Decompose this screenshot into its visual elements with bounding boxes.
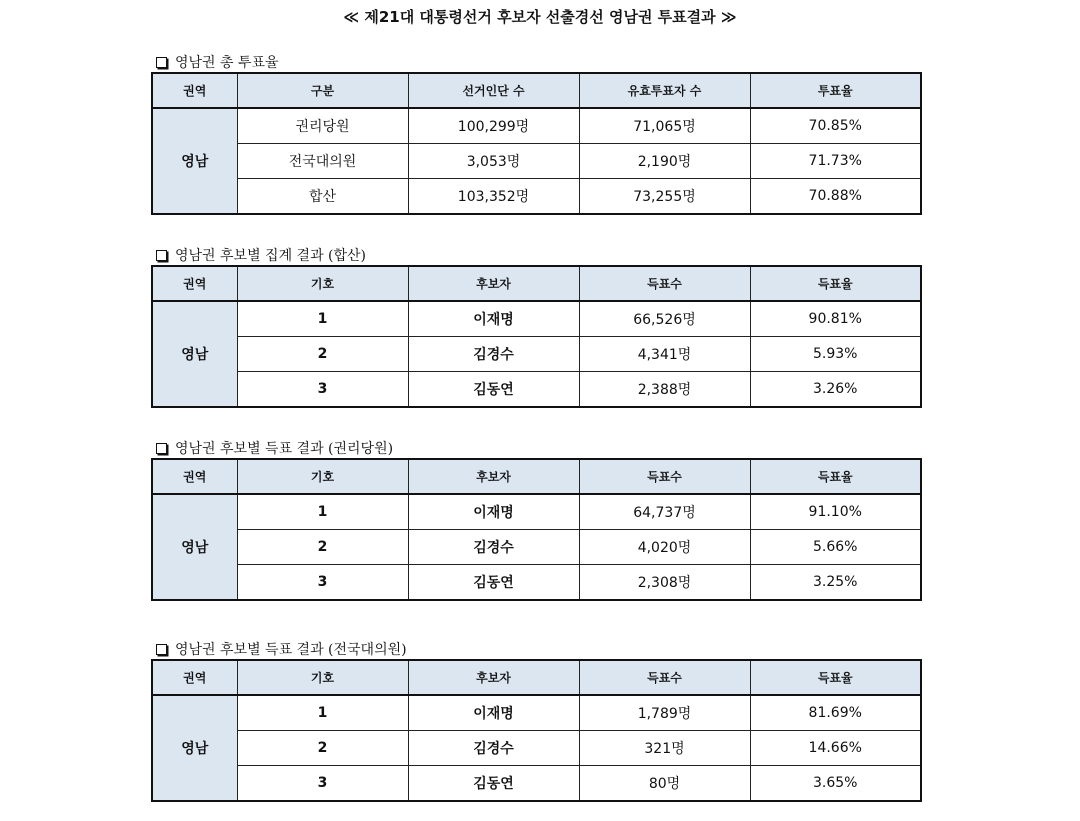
table-row (152, 372, 921, 408)
votes-cell: 2,308명 (579, 565, 750, 601)
table-header-row (152, 459, 921, 494)
header-candidate: 후보자 (408, 660, 579, 695)
category-cell: 권리당원 (237, 108, 408, 144)
share-cell: 90.81% (750, 301, 921, 337)
header-region: 권역 (152, 660, 237, 695)
table-header-row (152, 266, 921, 301)
number-cell: 2 (237, 337, 408, 372)
table-row (152, 108, 921, 144)
votes-cell: 66,526명 (579, 301, 750, 337)
header-share: 득표율 (750, 660, 921, 695)
header-share: 득표율 (750, 459, 921, 494)
share-cell: 5.93% (750, 337, 921, 372)
rate-cell: 71.73% (750, 144, 921, 179)
number-cell: 3 (237, 372, 408, 408)
votes-cell: 2,388명 (579, 372, 750, 408)
region-cell: 영남 (152, 301, 237, 407)
number-cell: 1 (237, 695, 408, 731)
electors-cell: 100,299명 (408, 108, 579, 144)
share-cell: 91.10% (750, 494, 921, 530)
section-title-delegates (156, 639, 407, 659)
candidate-cell: 이재명 (408, 494, 579, 530)
header-candidate: 후보자 (408, 459, 579, 494)
number-cell: 3 (237, 766, 408, 802)
candidate-cell: 김동연 (408, 372, 579, 408)
section-title-text: 영남권 후보별 득표 결과 (전국대의원) (175, 642, 407, 658)
table-row (152, 494, 921, 530)
page-title: ≪ 제21대 대통령선거 후보자 선출경선 영남권 투표결과 ≫ (343, 8, 737, 26)
table-header-row (152, 73, 921, 108)
share-cell: 5.66% (750, 530, 921, 565)
votes-cell: 1,789명 (579, 695, 750, 731)
header-number: 기호 (237, 459, 408, 494)
section-title-turnout (156, 52, 279, 72)
candidate-cell: 이재명 (408, 301, 579, 337)
section-title-combined (156, 245, 366, 265)
candidate-cell: 이재명 (408, 695, 579, 731)
header-candidate: 후보자 (408, 266, 579, 301)
table-row (152, 179, 921, 215)
checkbox-bullet-icon (156, 644, 167, 655)
table-row (152, 530, 921, 565)
candidate-cell: 김경수 (408, 731, 579, 766)
number-cell: 1 (237, 301, 408, 337)
rate-cell: 70.85% (750, 108, 921, 144)
votes-cell: 4,341명 (579, 337, 750, 372)
header-category: 구분 (237, 73, 408, 108)
table-row (152, 695, 921, 731)
section-title-text: 영남권 총 투표율 (175, 55, 279, 71)
votes-cell: 64,737명 (579, 494, 750, 530)
table-row (152, 565, 921, 601)
checkbox-bullet-icon (156, 57, 167, 68)
header-number: 기호 (237, 660, 408, 695)
header-votes: 득표수 (579, 266, 750, 301)
share-cell: 3.26% (750, 372, 921, 408)
number-cell: 2 (237, 530, 408, 565)
category-cell: 합산 (237, 179, 408, 215)
region-cell: 영남 (152, 494, 237, 600)
delegates-table (151, 659, 922, 802)
header-rate: 투표율 (750, 73, 921, 108)
number-cell: 1 (237, 494, 408, 530)
votes-cell: 4,020명 (579, 530, 750, 565)
category-cell: 전국대의원 (237, 144, 408, 179)
header-region: 권역 (152, 73, 237, 108)
header-electors: 선거인단 수 (408, 73, 579, 108)
table-row (152, 766, 921, 802)
voters-cell: 73,255명 (579, 179, 750, 215)
section-title-text: 영남권 후보별 득표 결과 (권리당원) (175, 441, 394, 457)
candidate-cell: 김경수 (408, 337, 579, 372)
region-cell: 영남 (152, 108, 237, 214)
header-region: 권역 (152, 266, 237, 301)
number-cell: 2 (237, 731, 408, 766)
candidate-cell: 김동연 (408, 766, 579, 802)
header-region: 권역 (152, 459, 237, 494)
table-row (152, 144, 921, 179)
table-row (152, 301, 921, 337)
checkbox-bullet-icon (156, 443, 167, 454)
share-cell: 3.65% (750, 766, 921, 802)
electors-cell: 103,352명 (408, 179, 579, 215)
header-votes: 득표수 (579, 660, 750, 695)
members-table (151, 458, 922, 601)
header-voters: 유효투표자 수 (579, 73, 750, 108)
share-cell: 81.69% (750, 695, 921, 731)
table-row (152, 731, 921, 766)
turnout-table (151, 72, 922, 215)
share-cell: 3.25% (750, 565, 921, 601)
candidate-cell: 김경수 (408, 530, 579, 565)
table-row (152, 337, 921, 372)
electors-cell: 3,053명 (408, 144, 579, 179)
table-header-row (152, 660, 921, 695)
votes-cell: 80명 (579, 766, 750, 802)
voters-cell: 2,190명 (579, 144, 750, 179)
header-votes: 득표수 (579, 459, 750, 494)
voters-cell: 71,065명 (579, 108, 750, 144)
region-cell: 영남 (152, 695, 237, 801)
share-cell: 14.66% (750, 731, 921, 766)
number-cell: 3 (237, 565, 408, 601)
checkbox-bullet-icon (156, 250, 167, 261)
section-title-text: 영남권 후보별 집계 결과 (합산) (175, 248, 367, 264)
candidate-cell: 김동연 (408, 565, 579, 601)
header-share: 득표율 (750, 266, 921, 301)
section-title-members (156, 438, 393, 458)
rate-cell: 70.88% (750, 179, 921, 215)
votes-cell: 321명 (579, 731, 750, 766)
combined-table (151, 265, 922, 408)
header-number: 기호 (237, 266, 408, 301)
